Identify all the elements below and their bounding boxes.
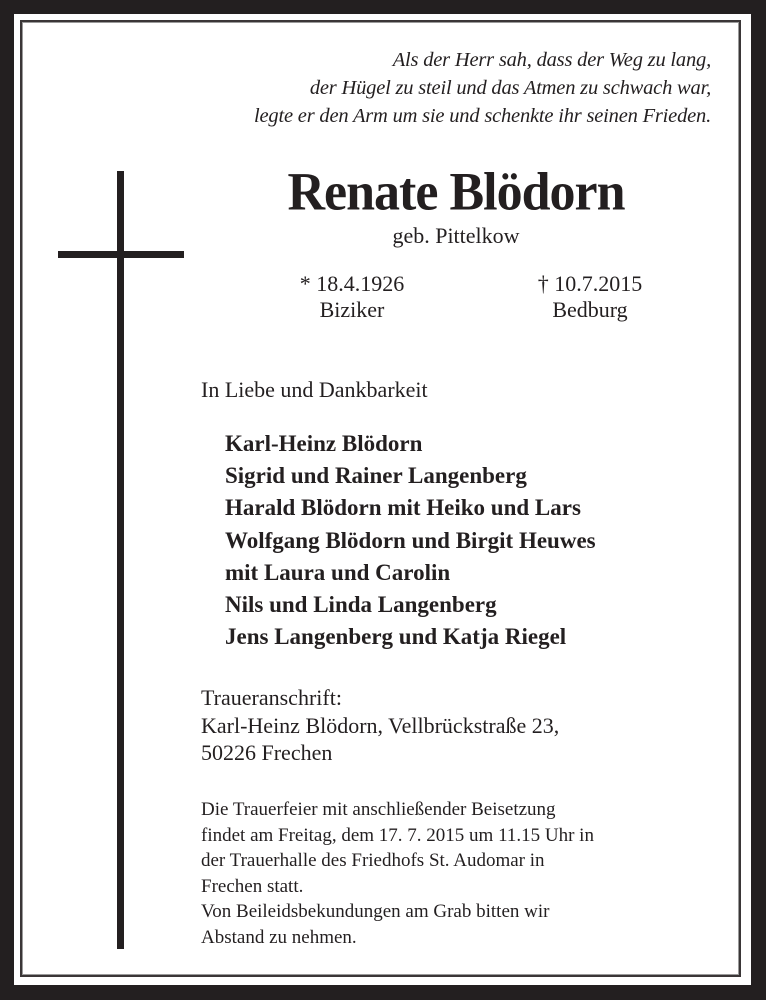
ceremony-details [201, 797, 594, 951]
mourner: mit Laura und Carolin [225, 559, 451, 585]
cross-icon-horizontal-bar [58, 251, 184, 258]
mourner: Nils und Linda Langenberg [225, 592, 497, 618]
cross-icon-vertical-bar [117, 171, 124, 949]
address-label: Traueranschrift: [201, 685, 342, 710]
deceased-name: Renate Blödorn [287, 162, 625, 223]
mourner: Harald Blödorn mit Heiko und Lars [225, 495, 581, 521]
ceremony-line: Abstand zu nehmen. [201, 926, 357, 948]
mourning-address [201, 684, 559, 767]
birth-info [292, 271, 412, 323]
mourner: Wolfgang Blödorn und Birgit Heuwes [225, 527, 596, 553]
motto-line: Als der Herr sah, dass der Weg zu lang, [392, 49, 711, 71]
motto-verse [254, 46, 711, 130]
mourner: Jens Langenberg und Katja Riegel [225, 624, 567, 650]
death-date: † 10.7.2015 [537, 271, 643, 296]
death-place: Bedburg [552, 297, 628, 322]
address-line: 50226 Frechen [201, 740, 333, 765]
address-line: Karl-Heinz Blödorn, Vellbrückstraße 23, [201, 712, 560, 738]
birth-date: * 18.4.1926 [299, 271, 405, 296]
dedication: In Liebe und Dankbarkeit [201, 377, 428, 402]
ceremony-line: Von Beileidsbekundungen am Grab bitten wir [201, 901, 550, 923]
ceremony-line: Die Trauerfeier mit anschließender Beisetzung [201, 799, 556, 820]
mourners-list [225, 428, 596, 653]
ceremony-line: Frechen statt. [201, 875, 304, 897]
birth-place: Biziker [319, 297, 385, 322]
motto-line: legte er den Arm um sie und schenkte ihr seinen Frieden. [254, 105, 711, 127]
ceremony-line: der Trauerhalle des Friedhofs St. Audomar in [201, 850, 545, 872]
mourner: Karl-Heinz Blödorn [225, 431, 423, 456]
mourner: Sigrid und Rainer Langenberg [225, 463, 527, 489]
ceremony-line: findet am Freitag, dem 17. 7. 2015 um 11.15 Uhr in [201, 824, 594, 846]
maiden-name: geb. Pittelkow [392, 223, 520, 248]
motto-line: der Hügel zu steil und das Atmen zu schwach war, [309, 77, 711, 99]
death-info [528, 271, 652, 323]
